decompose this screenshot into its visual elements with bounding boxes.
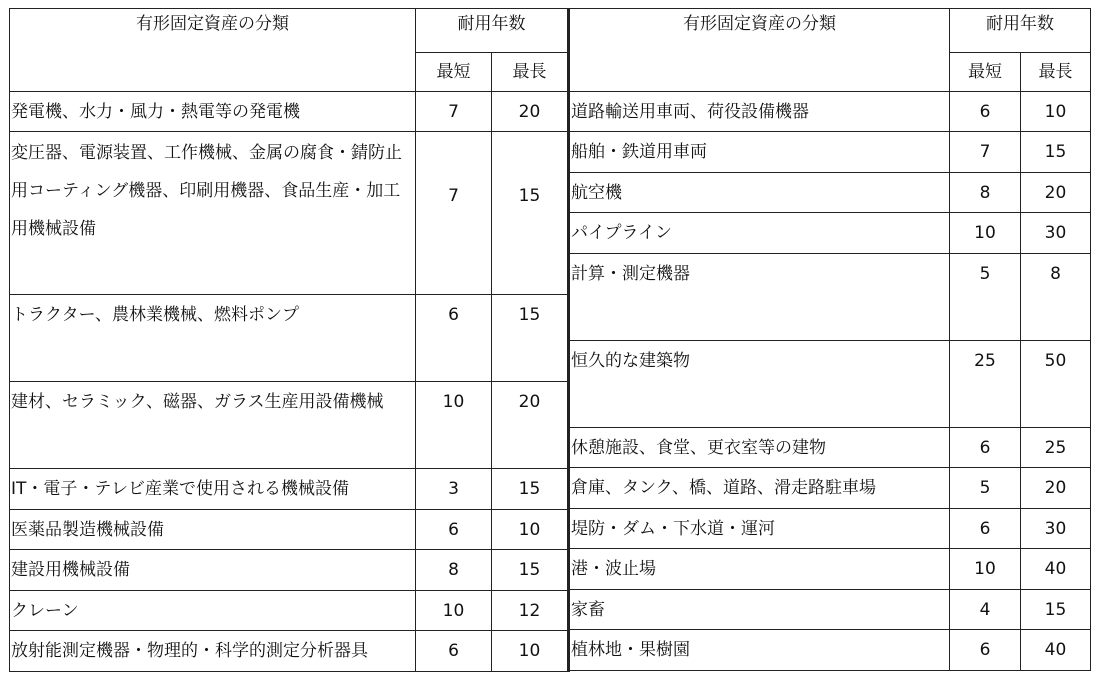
max-years: 30 <box>1021 509 1091 549</box>
min-years: 3 <box>416 469 492 510</box>
asset-name: 建材、セラミック、磁器、ガラス生産用設備機械 <box>10 382 416 469</box>
min-years: 7 <box>416 92 492 132</box>
min-years: 6 <box>950 428 1021 468</box>
table-row <box>570 92 1091 132</box>
max-years: 12 <box>492 591 569 631</box>
left-asset-table <box>9 8 570 672</box>
header-max: 最長 <box>1021 53 1091 92</box>
min-years: 6 <box>416 631 492 672</box>
min-years: 7 <box>950 132 1021 173</box>
asset-name: 建設用機械設備 <box>10 550 416 591</box>
table-row <box>10 295 569 382</box>
table-row <box>570 173 1091 213</box>
right-asset-table <box>569 8 1091 671</box>
table-row <box>570 549 1091 590</box>
asset-name: 堤防・ダム・下水道・運河 <box>570 509 950 549</box>
table-row <box>10 469 569 510</box>
max-years: 15 <box>492 132 569 295</box>
table-row <box>570 213 1091 254</box>
min-years: 10 <box>416 382 492 469</box>
min-years: 8 <box>950 173 1021 213</box>
asset-name: 港・波止場 <box>570 549 950 590</box>
asset-name: 放射能測定機器・物理的・科学的測定分析器具 <box>10 631 416 672</box>
header-min: 最短 <box>416 53 492 92</box>
max-years: 20 <box>492 92 569 132</box>
asset-name: 計算・測定機器 <box>570 254 950 341</box>
table-row <box>10 550 569 591</box>
max-years: 15 <box>492 469 569 510</box>
header-category: 有形固定資産の分類 <box>570 9 950 92</box>
asset-name: 航空機 <box>570 173 950 213</box>
max-years: 10 <box>492 510 569 550</box>
min-years: 5 <box>950 254 1021 341</box>
max-years: 25 <box>1021 428 1091 468</box>
min-years: 10 <box>416 591 492 631</box>
table-row <box>570 132 1091 173</box>
table-row <box>570 509 1091 549</box>
min-years: 7 <box>416 132 492 295</box>
table-row <box>570 630 1091 671</box>
asset-name: 休憩施設、食堂、更衣室等の建物 <box>570 428 950 468</box>
table-row <box>10 132 569 295</box>
asset-name: 変圧器、電源装置、工作機械、金属の腐食・錆防止用コーティング機器、印刷用機器、食品生産・加工用機械設備 <box>10 132 416 295</box>
max-years: 40 <box>1021 549 1091 590</box>
min-years: 6 <box>950 92 1021 132</box>
max-years: 15 <box>1021 590 1091 630</box>
max-years: 20 <box>492 382 569 469</box>
asset-name: IT・電子・テレビ産業で使用される機械設備 <box>10 469 416 510</box>
asset-name: 家畜 <box>570 590 950 630</box>
min-years: 10 <box>950 549 1021 590</box>
max-years: 40 <box>1021 630 1091 671</box>
min-years: 6 <box>950 630 1021 671</box>
max-years: 15 <box>492 295 569 382</box>
min-years: 6 <box>950 509 1021 549</box>
asset-name: 医薬品製造機械設備 <box>10 510 416 550</box>
max-years: 10 <box>492 631 569 672</box>
asset-name: パイプライン <box>570 213 950 254</box>
max-years: 15 <box>1021 132 1091 173</box>
header-category: 有形固定資産の分類 <box>10 9 416 92</box>
table-row <box>570 590 1091 630</box>
max-years: 10 <box>1021 92 1091 132</box>
table-row <box>10 510 569 550</box>
min-years: 25 <box>950 341 1021 428</box>
asset-name: 船舶・鉄道用車両 <box>570 132 950 173</box>
header-useful-life: 耐用年数 <box>950 9 1091 53</box>
max-years: 20 <box>1021 173 1091 213</box>
min-years: 4 <box>950 590 1021 630</box>
asset-name: 発電機、水力・風力・熱電等の発電機 <box>10 92 416 132</box>
table-row <box>10 382 569 469</box>
asset-name: 植林地・果樹園 <box>570 630 950 671</box>
min-years: 6 <box>416 295 492 382</box>
min-years: 5 <box>950 468 1021 509</box>
table-row <box>570 341 1091 428</box>
max-years: 15 <box>492 550 569 591</box>
max-years: 8 <box>1021 254 1091 341</box>
asset-name: 恒久的な建築物 <box>570 341 950 428</box>
table-row <box>570 428 1091 468</box>
header-min: 最短 <box>950 53 1021 92</box>
max-years: 30 <box>1021 213 1091 254</box>
asset-name: 倉庫、タンク、橋、道路、滑走路駐車場 <box>570 468 950 509</box>
min-years: 8 <box>416 550 492 591</box>
max-years: 50 <box>1021 341 1091 428</box>
min-years: 10 <box>950 213 1021 254</box>
asset-name: 道路輸送用車両、荷役設備機器 <box>570 92 950 132</box>
header-max: 最長 <box>492 53 569 92</box>
table-row <box>570 254 1091 341</box>
min-years: 6 <box>416 510 492 550</box>
table-row <box>10 631 569 672</box>
max-years: 20 <box>1021 468 1091 509</box>
header-useful-life: 耐用年数 <box>416 9 569 53</box>
asset-name: トラクター、農林業機械、燃料ポンプ <box>10 295 416 382</box>
table-row <box>10 92 569 132</box>
asset-name: クレーン <box>10 591 416 631</box>
table-row <box>570 468 1091 509</box>
table-row <box>10 591 569 631</box>
